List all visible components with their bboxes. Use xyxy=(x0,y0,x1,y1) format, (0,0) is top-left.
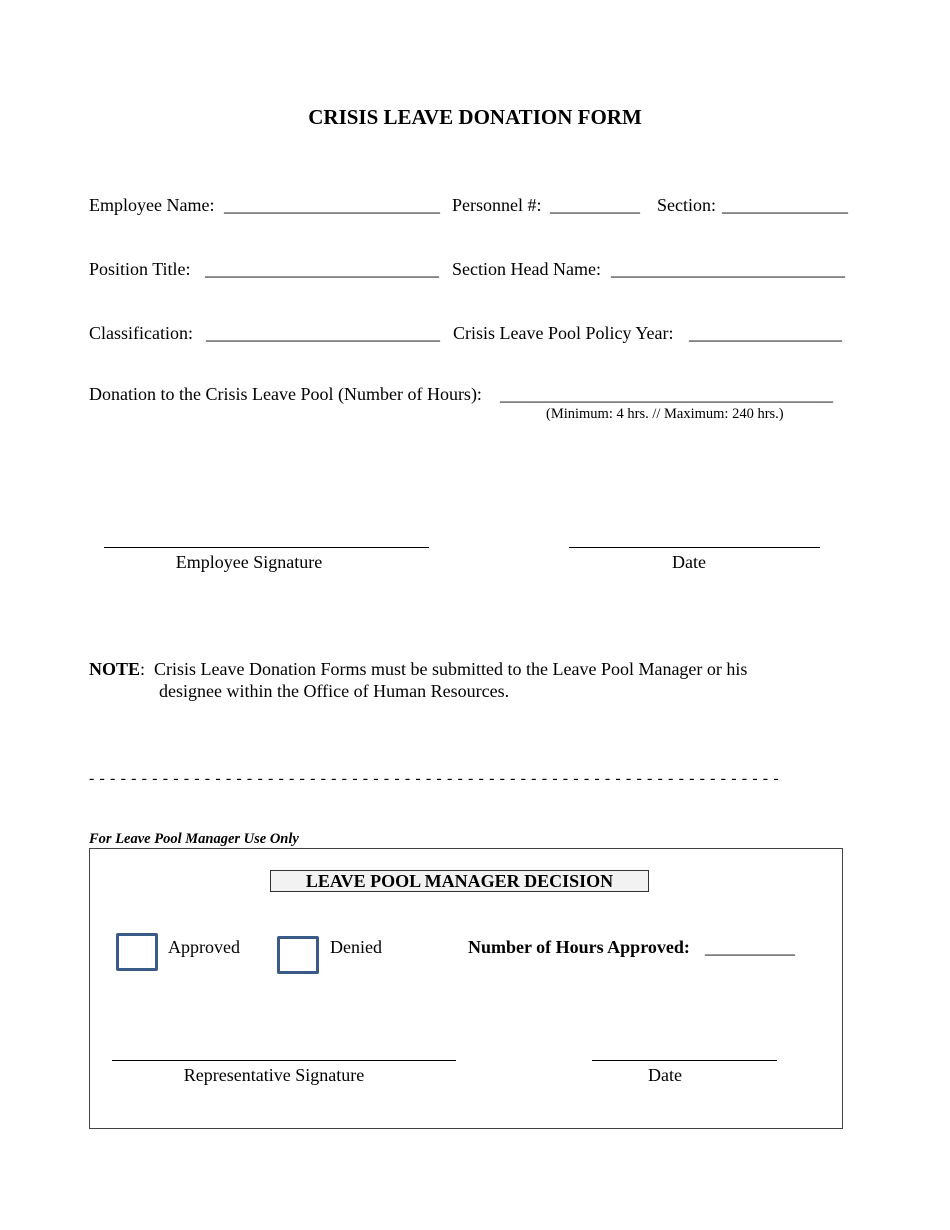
personnel-number-label: Personnel #: xyxy=(452,195,542,215)
approved-label: Approved xyxy=(168,937,240,957)
policy-year-field[interactable]: _________________ xyxy=(689,323,842,343)
classification-field[interactable]: __________________________ xyxy=(206,323,440,343)
position-title-field[interactable]: __________________________ xyxy=(205,259,439,279)
note-label: NOTE xyxy=(89,659,141,679)
position-title-label: Position Title: xyxy=(89,259,191,279)
manager-use-only-label: For Leave Pool Manager Use Only xyxy=(89,831,299,847)
section-head-name-field[interactable]: __________________________ xyxy=(611,259,845,279)
employee-date-label: Date xyxy=(672,552,706,572)
employee-date-line[interactable] xyxy=(569,547,820,548)
form-title: CRISIS LEAVE DONATION FORM xyxy=(308,105,642,129)
donation-hours-field[interactable]: _____________________________________ xyxy=(500,384,833,404)
note-line-2: designee within the Office of Human Resources. xyxy=(159,681,510,701)
manager-date-line[interactable] xyxy=(592,1060,777,1061)
donation-hours-label: Donation to the Crisis Leave Pool (Number of Hours): xyxy=(89,384,482,404)
section-field[interactable]: ______________ xyxy=(722,195,848,215)
section-head-name-label: Section Head Name: xyxy=(452,259,601,279)
hours-approved-label: Number of Hours Approved: xyxy=(468,937,690,957)
note-text xyxy=(89,659,747,680)
employee-signature-line[interactable] xyxy=(104,547,429,548)
hours-approved-field[interactable]: __________ xyxy=(705,937,795,957)
representative-signature-line[interactable] xyxy=(112,1060,456,1061)
approved-checkbox[interactable] xyxy=(116,933,158,971)
policy-year-label: Crisis Leave Pool Policy Year: xyxy=(453,323,674,343)
classification-label: Classification: xyxy=(89,323,193,343)
denied-checkbox[interactable] xyxy=(277,936,319,974)
employee-name-field[interactable]: ________________________ xyxy=(224,195,440,215)
donation-hours-hint: (Minimum: 4 hrs. // Maximum: 240 hrs.) xyxy=(546,406,784,422)
representative-signature-label: Representative Signature xyxy=(183,1065,365,1085)
employee-name-label: Employee Name: xyxy=(89,195,215,215)
manager-date-label: Date xyxy=(648,1065,682,1085)
personnel-number-field[interactable]: __________ xyxy=(550,195,640,215)
decision-title: LEAVE POOL MANAGER DECISION xyxy=(270,870,649,892)
employee-signature-label: Employee Signature xyxy=(175,552,323,572)
cut-separator: - - - - - - - - - - - - - - - - - - - - - - - - - - - - - - - - - - - - - - - - - - - - - - - - - - - - - - - - - - - - - - - - - - xyxy=(89,770,780,787)
note-line-1: : Crisis Leave Donation Forms must be submitted to the Leave Pool Manager or his xyxy=(140,659,748,679)
section-label: Section: xyxy=(657,195,716,215)
denied-label: Denied xyxy=(330,937,382,957)
